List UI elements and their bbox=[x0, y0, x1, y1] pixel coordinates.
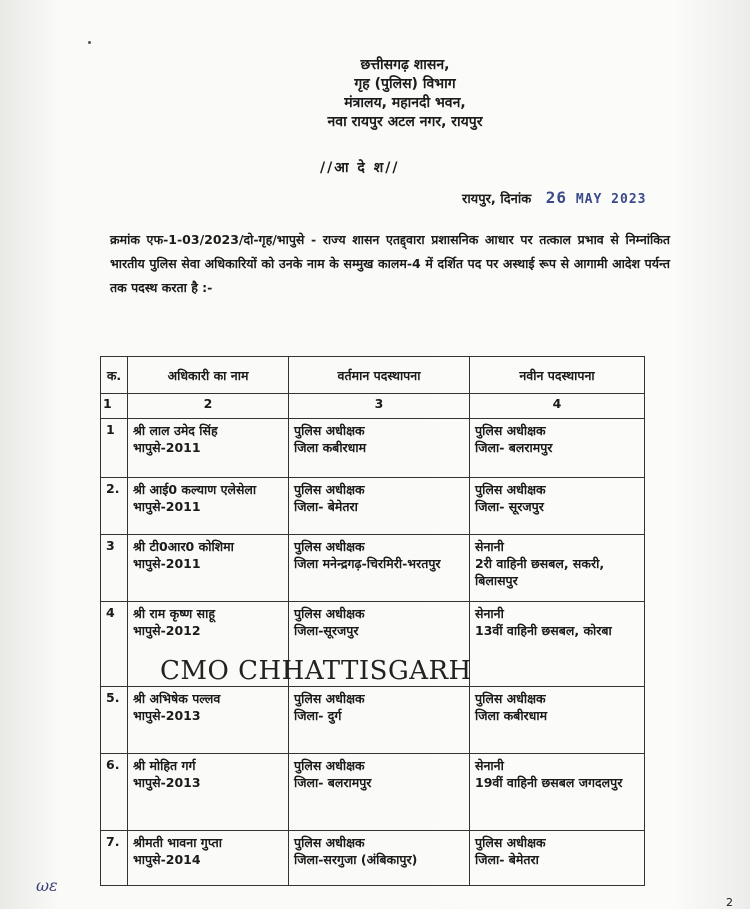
order-paragraph: क्रमांक एफ-1-03/2023/दो-गृह/भापुसे - राज्य शासन एतद्द्वारा प्रशासनिक आधार पर तत्काल प्रभाव से निम्नांकित भारतीय पुलिस सेवा अधिकारियों को उनके नाम के सम्मुख कालम-4 में दर्शित पद पर अस्थाई रूप से आगामी आदेश पर्यन्त तक पदस्थ करता है :- bbox=[110, 232, 670, 295]
row-serial: 2. bbox=[101, 478, 128, 535]
new-post: पुलिस अधीक्षक bbox=[475, 691, 546, 706]
table-row bbox=[101, 535, 645, 602]
new-post: पुलिस अधीक्षक bbox=[475, 835, 546, 850]
officer-batch: भापुसे-2013 bbox=[133, 775, 201, 790]
new-posting-cell bbox=[470, 754, 645, 831]
initials-signature: ωε bbox=[36, 876, 58, 895]
officer-cell bbox=[128, 478, 289, 535]
letterhead bbox=[0, 56, 750, 132]
new-posting-cell bbox=[470, 419, 645, 478]
letterhead-line: छत्तीसगढ़ शासन, bbox=[360, 57, 450, 73]
officer-cell bbox=[128, 754, 289, 831]
posting-table bbox=[100, 356, 645, 886]
row-serial: 3 bbox=[101, 535, 128, 602]
date-line bbox=[462, 188, 646, 207]
officer-batch: भापुसे-2011 bbox=[133, 499, 201, 514]
officer-name: श्री राम कृष्ण साहू bbox=[133, 606, 215, 621]
officer-batch: भापुसे-2011 bbox=[133, 556, 201, 571]
officer-name: श्री टी0आर0 कोशिमा bbox=[133, 539, 234, 554]
column-number: 3 bbox=[289, 394, 470, 419]
new-post: पुलिस अधीक्षक bbox=[475, 482, 546, 497]
new-posting-cell bbox=[470, 535, 645, 602]
officer-cell bbox=[128, 831, 289, 886]
table-row bbox=[101, 478, 645, 535]
officer-cell bbox=[128, 687, 289, 754]
order-title: //आ दे श// bbox=[320, 160, 400, 176]
new-posting-cell bbox=[470, 602, 645, 687]
current-district: जिला कबीरधाम bbox=[294, 440, 367, 455]
new-post: सेनानी bbox=[475, 606, 504, 621]
new-post: सेनानी bbox=[475, 758, 504, 773]
current-district: जिला-सरगुजा (अंबिकापुर) bbox=[294, 852, 418, 867]
officer-batch: भापुसे-2011 bbox=[133, 440, 201, 455]
current-district: जिला मनेन्द्रगढ़-चिरमिरी-भरतपुर bbox=[294, 556, 441, 571]
date-label: रायपुर, दिनांक bbox=[462, 192, 532, 207]
current-post: पुलिस अधीक्षक bbox=[294, 835, 365, 850]
current-posting-cell bbox=[289, 754, 470, 831]
officer-name: श्री मोहित गर्ग bbox=[133, 758, 196, 773]
new-district: जिला कबीरधाम bbox=[475, 708, 548, 723]
officer-name: श्री अभिषेक पल्लव bbox=[133, 691, 221, 706]
header-current-posting: वर्तमान पदस्थापना bbox=[289, 357, 470, 394]
current-district: जिला- बेमेतरा bbox=[294, 499, 358, 514]
current-district: जिला- दुर्ग bbox=[294, 708, 342, 723]
current-posting-cell bbox=[289, 831, 470, 886]
header-sr: क. bbox=[101, 357, 128, 394]
date-stamp-day: 26 bbox=[545, 188, 568, 207]
new-district: 13वीं वाहिनी छसबल, कोरबा bbox=[475, 623, 612, 638]
watermark-text: CMO CHHATTISGARH bbox=[160, 656, 472, 686]
current-post: पुलिस अधीक्षक bbox=[294, 606, 365, 621]
column-number: 4 bbox=[470, 394, 645, 419]
table-row bbox=[101, 831, 645, 886]
new-post: सेनानी bbox=[475, 539, 504, 554]
column-number: 1 bbox=[101, 394, 128, 419]
officer-cell bbox=[128, 419, 289, 478]
letterhead-line: गृह (पुलिस) विभाग bbox=[354, 76, 456, 92]
officer-batch: भापुसे-2012 bbox=[133, 623, 201, 638]
new-posting-cell bbox=[470, 831, 645, 886]
current-posting-cell bbox=[289, 478, 470, 535]
current-post: पुलिस अधीक्षक bbox=[294, 758, 365, 773]
officer-cell bbox=[128, 535, 289, 602]
current-post: पुलिस अधीक्षक bbox=[294, 691, 365, 706]
current-district: जिला- बलरामपुर bbox=[294, 775, 372, 790]
new-post: पुलिस अधीक्षक bbox=[475, 423, 546, 438]
letterhead-line: मंत्रालय, महानदी भवन, bbox=[344, 95, 466, 111]
new-district: जिला- बेमेतरा bbox=[475, 852, 539, 867]
row-serial: 4 bbox=[101, 602, 128, 687]
row-serial: 7. bbox=[101, 831, 128, 886]
current-post: पुलिस अधीक्षक bbox=[294, 482, 365, 497]
new-posting-cell bbox=[470, 687, 645, 754]
table-header-row bbox=[101, 357, 645, 394]
current-posting-cell bbox=[289, 419, 470, 478]
table-row bbox=[101, 687, 645, 754]
current-district: जिला-सूरजपुर bbox=[294, 623, 359, 638]
date-stamp-month-year: MAY 2023 bbox=[575, 192, 647, 207]
officer-name: श्री लाल उमेद सिंह bbox=[133, 423, 218, 438]
column-number-row bbox=[101, 394, 645, 419]
table-row bbox=[101, 754, 645, 831]
officer-batch: भापुसे-2013 bbox=[133, 708, 201, 723]
new-district: जिला- सूरजपुर bbox=[475, 499, 544, 514]
row-serial: 1 bbox=[101, 419, 128, 478]
new-district: 2री वाहिनी छसबल, सकरी, बिलासपुर bbox=[475, 556, 605, 588]
header-officer-name: अधिकारी का नाम bbox=[128, 357, 289, 394]
new-district: 19वीं वाहिनी छसबल जगदलपुर bbox=[475, 775, 623, 790]
current-post: पुलिस अधीक्षक bbox=[294, 423, 365, 438]
new-district: जिला- बलरामपुर bbox=[475, 440, 553, 455]
date-stamp bbox=[546, 188, 647, 207]
officer-name: श्री आई0 कल्याण एलेसेला bbox=[133, 482, 257, 497]
scan-speck bbox=[88, 41, 91, 44]
new-posting-cell bbox=[470, 478, 645, 535]
table-row bbox=[101, 419, 645, 478]
header-new-posting: नवीन पदस्थापना bbox=[470, 357, 645, 394]
current-posting-cell bbox=[289, 535, 470, 602]
current-posting-cell bbox=[289, 687, 470, 754]
row-serial: 6. bbox=[101, 754, 128, 831]
page-number: 2 bbox=[726, 896, 733, 909]
column-number: 2 bbox=[128, 394, 289, 419]
row-serial: 5. bbox=[101, 687, 128, 754]
letterhead-line: नवा रायपुर अटल नगर, रायपुर bbox=[327, 114, 483, 130]
officer-name: श्रीमती भावना गुप्ता bbox=[133, 835, 223, 850]
current-post: पुलिस अधीक्षक bbox=[294, 539, 365, 554]
officer-batch: भापुसे-2014 bbox=[133, 852, 201, 867]
